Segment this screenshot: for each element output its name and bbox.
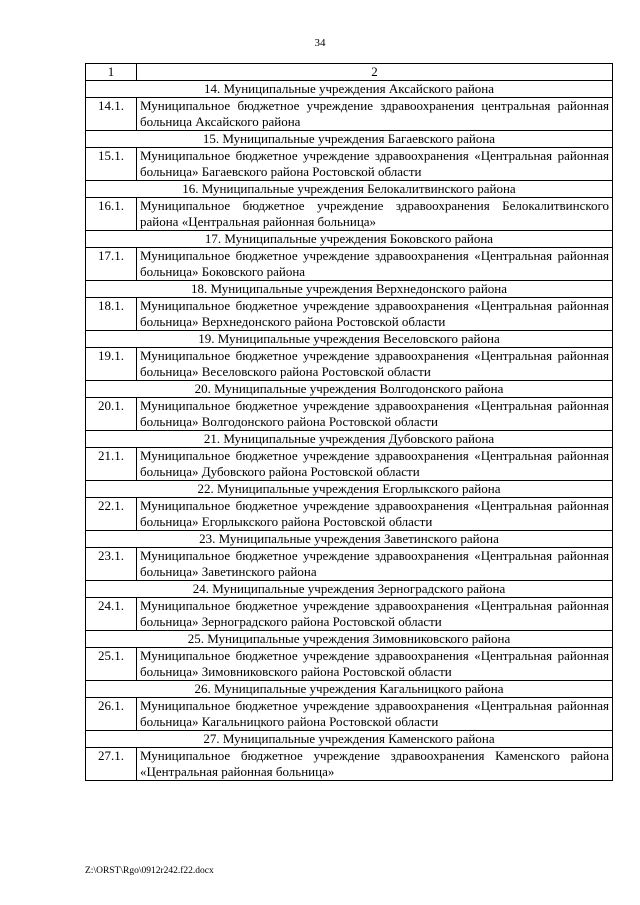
section-title: 17. Муниципальные учреждения Боковского района <box>86 231 613 248</box>
section-heading-row <box>86 281 613 298</box>
table-row <box>86 548 613 581</box>
page-number: 34 <box>314 37 326 49</box>
section-title: 19. Муниципальные учреждения Веселовского района <box>86 331 613 348</box>
section-heading-row <box>86 481 613 498</box>
institution-name: Муниципальное бюджетное учреждение здравоохранения «Центральная районная больница» Егорлыкского района Ростовской области <box>137 498 613 531</box>
section-heading-row <box>86 181 613 198</box>
section-heading-row <box>86 631 613 648</box>
institution-name: Муниципальное бюджетное учреждение здравоохранения «Центральная районная больница» Веселовского района Ростовской области <box>137 348 613 381</box>
table-row <box>86 598 613 631</box>
table-row <box>86 398 613 431</box>
table-row <box>86 448 613 481</box>
section-title: 15. Муниципальные учреждения Багаевского района <box>86 131 613 148</box>
section-heading-row <box>86 331 613 348</box>
header-col-2: 2 <box>137 64 613 81</box>
institution-name: Муниципальное бюджетное учреждение здравоохранения «Центральная районная больница» Зимовниковского района Ростовской области <box>137 648 613 681</box>
institution-name: Муниципальное бюджетное учреждение здравоохранения «Центральная районная больница» Боковского района <box>137 248 613 281</box>
item-number: 16.1. <box>86 198 137 231</box>
table-row <box>86 298 613 331</box>
section-title: 21. Муниципальные учреждения Дубовского района <box>86 431 613 448</box>
section-title: 20. Муниципальные учреждения Волгодонского района <box>86 381 613 398</box>
institution-name: Муниципальное бюджетное учреждение здравоохранения «Центральная районная больница» Заветинского района <box>137 548 613 581</box>
table-row <box>86 198 613 231</box>
item-number: 17.1. <box>86 248 137 281</box>
table-row <box>86 248 613 281</box>
institution-name: Муниципальное бюджетное учреждение здравоохранения «Центральная районная больница» Верхнедонского района Ростовской области <box>137 298 613 331</box>
item-number: 26.1. <box>86 698 137 731</box>
table-row <box>86 748 613 781</box>
item-number: 22.1. <box>86 498 137 531</box>
section-heading-row <box>86 531 613 548</box>
institution-name: Муниципальное бюджетное учреждение здравоохранения центральная районная больница Аксайского района <box>137 98 613 131</box>
item-number: 21.1. <box>86 448 137 481</box>
item-number: 19.1. <box>86 348 137 381</box>
header-col-1: 1 <box>86 64 137 81</box>
section-title: 26. Муниципальные учреждения Кагальницкого района <box>86 681 613 698</box>
item-number: 20.1. <box>86 398 137 431</box>
item-number: 14.1. <box>86 98 137 131</box>
table-row <box>86 98 613 131</box>
item-number: 27.1. <box>86 748 137 781</box>
section-heading-row <box>86 381 613 398</box>
table-row <box>86 648 613 681</box>
section-title: 24. Муниципальные учреждения Зерноградского района <box>86 581 613 598</box>
table-row <box>86 148 613 181</box>
footer-file-path: Z:\ORST\Rgo\0912r242.f22.docx <box>85 866 214 876</box>
section-heading-row <box>86 731 613 748</box>
item-number: 25.1. <box>86 648 137 681</box>
section-heading-row <box>86 431 613 448</box>
section-heading-row <box>86 231 613 248</box>
institutions-table <box>85 63 613 781</box>
section-title: 23. Муниципальные учреждения Заветинского района <box>86 531 613 548</box>
institution-name: Муниципальное бюджетное учреждение здравоохранения Белокалитвинского района «Центральная районная больница» <box>137 198 613 231</box>
item-number: 15.1. <box>86 148 137 181</box>
item-number: 23.1. <box>86 548 137 581</box>
section-title: 25. Муниципальные учреждения Зимовниковского района <box>86 631 613 648</box>
section-title: 16. Муниципальные учреждения Белокалитвинского района <box>86 181 613 198</box>
section-heading-row <box>86 131 613 148</box>
table-row <box>86 348 613 381</box>
institution-name: Муниципальное бюджетное учреждение здравоохранения «Центральная районная больница» Дубовского района Ростовской области <box>137 448 613 481</box>
section-heading-row <box>86 81 613 98</box>
institution-name: Муниципальное бюджетное учреждение здравоохранения «Центральная районная больница» Волгодонского района Ростовской области <box>137 398 613 431</box>
item-number: 18.1. <box>86 298 137 331</box>
table-header-row <box>86 64 613 81</box>
table-row <box>86 498 613 531</box>
section-title: 18. Муниципальные учреждения Верхнедонского района <box>86 281 613 298</box>
section-heading-row <box>86 581 613 598</box>
section-heading-row <box>86 681 613 698</box>
institution-name: Муниципальное бюджетное учреждение здравоохранения «Центральная районная больница» Зерноградского района Ростовской области <box>137 598 613 631</box>
institution-name: Муниципальное бюджетное учреждение здравоохранения «Центральная районная больница» Багаевского района Ростовской области <box>137 148 613 181</box>
section-title: 27. Муниципальные учреждения Каменского района <box>86 731 613 748</box>
section-title: 14. Муниципальные учреждения Аксайского района <box>86 81 613 98</box>
table-row <box>86 698 613 731</box>
section-title: 22. Муниципальные учреждения Егорлыкского района <box>86 481 613 498</box>
institution-name: Муниципальное бюджетное учреждение здравоохранения «Центральная районная больница» Кагальницкого района Ростовской области <box>137 698 613 731</box>
institution-name: Муниципальное бюджетное учреждение здравоохранения Каменского района «Центральная районная больница» <box>137 748 613 781</box>
item-number: 24.1. <box>86 598 137 631</box>
